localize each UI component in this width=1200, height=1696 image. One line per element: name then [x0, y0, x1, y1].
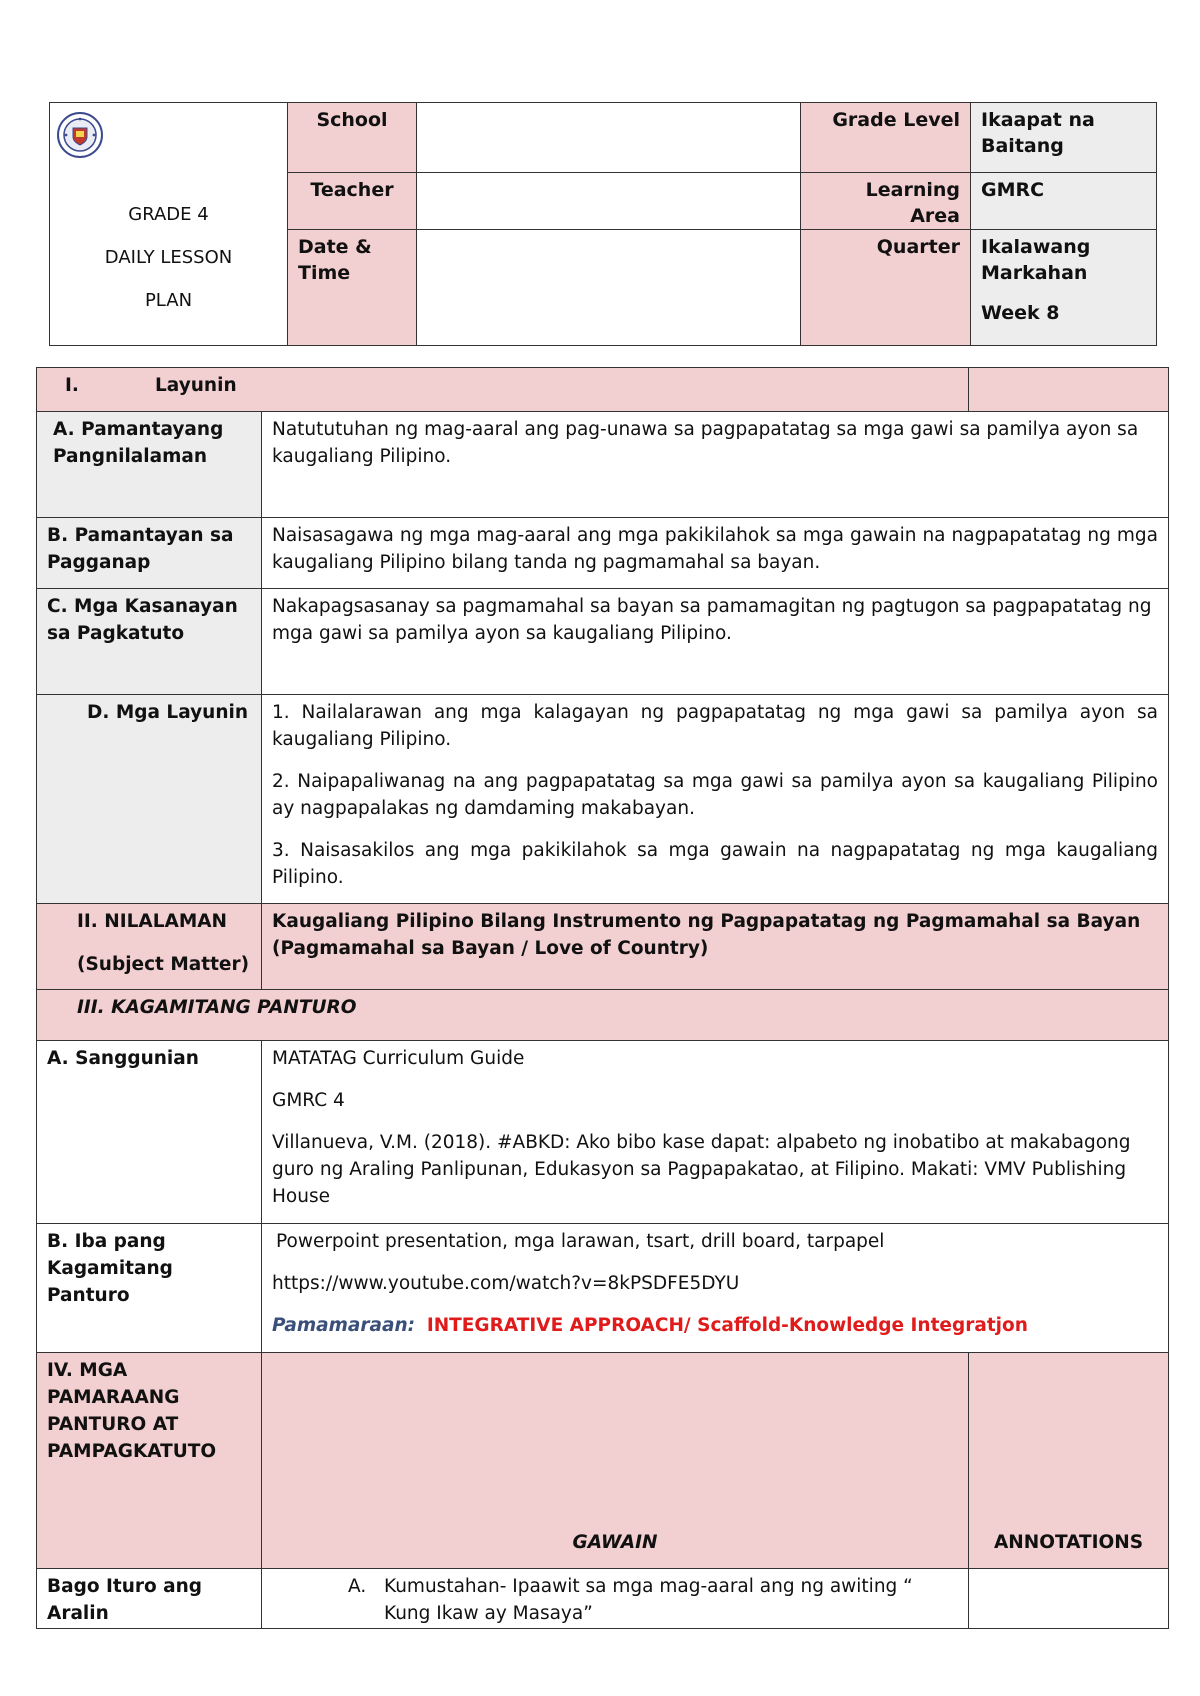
- layunin-item-1: 1. Nailalarawan ang mga kalagayan ng pagpapatatag ng mga gawi sa pamilya ayon sa kaugaliang Pilipino.: [272, 702, 1158, 750]
- annotations-header: ANNOTATIONS: [969, 1353, 1169, 1569]
- quarter-value-cell: [971, 230, 1157, 346]
- teacher-label: Teacher: [288, 173, 417, 230]
- pamantayan-pagganap-label: B. Pamantayan sa Pagganap: [37, 518, 262, 589]
- pamantayang-pangnilalaman-label: A. Pamantayang Pangnilalaman: [37, 412, 262, 518]
- mga-layunin-list: [262, 695, 1169, 904]
- bago-ituro-text: Kumustahan- Ipaawit sa mga mag-aaral ang ng awiting “ Kung Ikaw ay Masaya”: [384, 1576, 913, 1624]
- bago-ituro-activity: [262, 1569, 969, 1629]
- kasanayan-pagkatuto-label: C. Mga Kasanayan sa Pagkatuto: [37, 589, 262, 695]
- header-table: [49, 102, 1157, 346]
- lesson-table: [36, 367, 1169, 1629]
- school-label: School: [288, 103, 417, 173]
- school-field[interactable]: [417, 103, 801, 173]
- pamamaraan-line: [272, 1312, 1158, 1339]
- layunin-annotation: [969, 368, 1169, 412]
- pamamaraan-label: Pamamaraan:: [272, 1315, 416, 1336]
- layunin-item-2: 2. Naipapaliwanag na ang pagpapatatag sa mga gawi sa pamilya ayon sa kaugaliang Pilipino ay nagpapalakas ng damdaming makabayan.: [272, 771, 1158, 819]
- quarter-label: Quarter: [801, 230, 971, 346]
- layunin-title: Layunin: [155, 375, 237, 396]
- pamaraang-panturo-label: IV. MGA PAMARAANG PANTURO AT PAMPAGKATUTO: [37, 1353, 262, 1569]
- sanggunian-item-1: MATATAG Curriculum Guide: [272, 1048, 525, 1069]
- youtube-link[interactable]: https://www.youtube.com/watch?v=8kPSDFE5DYU: [272, 1273, 740, 1294]
- learning-area-value: GMRC: [971, 173, 1157, 230]
- layunin-item-3: 3. Naisasakilos ang mga pakikilahok sa mga gawain na nagpapatatag ng mga kaugaliang Pilipino.: [272, 840, 1158, 888]
- deped-seal-icon: [56, 111, 104, 159]
- sanggunian-label: A. Sanggunian: [37, 1041, 262, 1224]
- nilalaman-label: [37, 904, 262, 990]
- header-logo-cell: [50, 103, 288, 346]
- teacher-field[interactable]: [417, 173, 801, 230]
- nilalaman-text: Kaugaliang Pilipino Bilang Instrumento ng Pagpapatatag ng Pagmamahal sa Bayan (Pagmamahal sa Bayan / Love of Country): [262, 904, 1169, 990]
- mga-layunin-label: D. Mga Layunin: [37, 695, 262, 904]
- layunin-number: I.: [65, 375, 79, 396]
- nilalaman-label-line1: II. NILALAMAN: [77, 911, 228, 932]
- sanggunian-item-2: GMRC 4: [272, 1090, 345, 1111]
- plan-title: [60, 193, 277, 322]
- nilalaman-label-line2: (Subject Matter): [77, 954, 250, 975]
- datetime-label: Date & Time: [288, 230, 417, 346]
- datetime-field[interactable]: [417, 230, 801, 346]
- bago-ituro-letter: A.: [348, 1576, 367, 1597]
- layunin-header: [37, 368, 969, 412]
- bago-ituro-annotation: [969, 1569, 1169, 1629]
- plan-title-line2: DAILY LESSON: [104, 247, 233, 268]
- quarter-value: Ikalawang Markahan: [981, 236, 1091, 284]
- bago-ituro-label: Bago Ituro ang Aralin: [37, 1569, 262, 1629]
- learning-area-label: Learning Area: [801, 173, 971, 230]
- sanggunian-list: [262, 1041, 1169, 1224]
- pamamaraan-value: INTEGRATIVE APPROACH/ Scaffold-Knowledge Integratjon: [426, 1315, 1028, 1336]
- grade-level-label: Grade Level: [801, 103, 971, 173]
- kasanayan-pagkatuto-text: Nakapagsasanay sa pagmamahal sa bayan sa pamamagitan ng pagtugon sa pagpapatatag ng mga gawi sa pamilya ayon sa kaugaliang Pilipino.: [262, 589, 1169, 695]
- pamantayan-pagganap-text: Naisasagawa ng mga mag-aaral ang mga pakikilahok sa mga gawain na nagpapatatag ng mga kaugaliang Pilipino bilang tanda ng pagmamahal sa bayan.: [262, 518, 1169, 589]
- iba-pang-kagamitan-label: B. Iba pang Kagamitang Panturo: [37, 1224, 262, 1353]
- iba-pang-line1: Powerpoint presentation, mga larawan, tsart, drill board, tarpapel: [276, 1231, 885, 1252]
- kagamitang-panturo-header: III. KAGAMITANG PANTURO: [37, 990, 1169, 1041]
- gawain-header: GAWAIN: [262, 1353, 969, 1569]
- pamantayang-pangnilalaman-text: Natututuhan ng mag-aaral ang pag-unawa sa pagpapatatag sa mga gawi sa pamilya ayon sa kaugaliang Pilipino.: [262, 412, 1169, 518]
- week-value: Week 8: [981, 302, 1060, 324]
- sanggunian-item-3: Villanueva, V.M. (2018). #ABKD: Ako bibo kase dapat: alpabeto ng inobatibo at makabagong guro ng Araling Panlipunan, Edukasyon sa Pagpapakatao, at Filipino. Makati: VMV Publishing House: [272, 1132, 1131, 1207]
- plan-title-line1: GRADE 4: [128, 204, 209, 225]
- grade-level-value: Ikaapat na Baitang: [971, 103, 1157, 173]
- iba-pang-kagamitan-list: [262, 1224, 1169, 1353]
- plan-title-line3: PLAN: [144, 290, 193, 311]
